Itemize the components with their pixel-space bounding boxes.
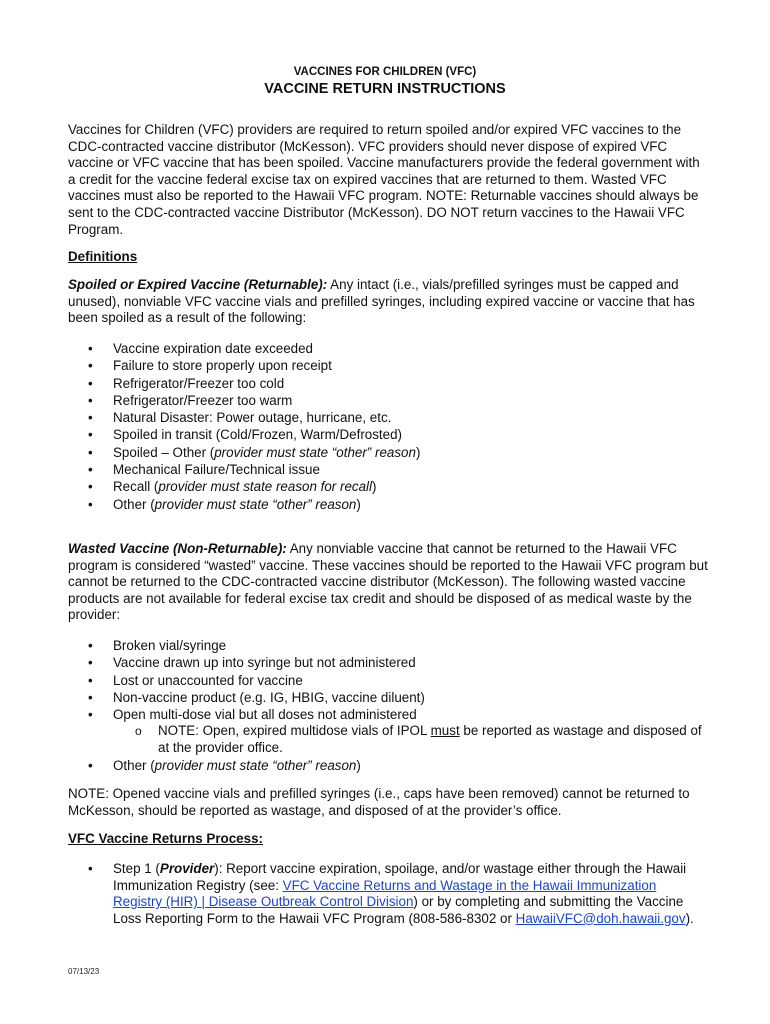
wasted-reasons-list: [68, 637, 708, 774]
ipol-note: [113, 723, 708, 756]
list-item-text: Recall (: [113, 479, 159, 495]
list-item-text: Non-vaccine product (e.g. IG, HBIG, vaccine diluent): [113, 689, 425, 705]
step1-role: Provider: [159, 861, 215, 876]
list-item-italic: provider must state “other” reason: [154, 496, 357, 512]
spoiled-text: Any intact (i.e., vials/prefilled syringes must be capped and unused), nonviable VFC vaccine vials and prefilled syringes, including expired vaccine or vaccine that has been spoiled as a result of the following:: [68, 277, 695, 326]
list-item: [68, 496, 708, 513]
list-item-suffix: ): [415, 444, 421, 460]
process-steps-list: [68, 861, 708, 927]
list-item: [68, 375, 708, 392]
spoiled-reasons-list: [68, 340, 708, 513]
list-item-text: Refrigerator/Freezer too warm: [113, 392, 293, 408]
list-item-text: Open multi-dose vial but all doses not administered: [113, 707, 417, 723]
intro-paragraph: Vaccines for Children (VFC) providers are required to return spoiled and/or expired VFC vaccines to the CDC-contracted vaccine distributor (McKesson). VFC providers should never dispose of expired VFC vaccine or VFC vaccine that has been spoiled. Vaccine manufacturers provide the federal government with a credit for the vaccine federal excise tax on expired vaccines that are returned to them. Wasted VFC vaccines must also be reported to the Hawaii VFC program. NOTE: Returnable vaccines should always be sent to the CDC-contracted vaccine Distributor (McKesson). DO NOT return vaccines to the Hawaii VFC Program.: [68, 122, 700, 237]
list-item: [68, 392, 708, 409]
list-item-text: Natural Disaster: Power outage, hurricane, etc.: [113, 410, 392, 426]
list-item-text: Other (: [113, 757, 155, 773]
list-item-suffix: ): [372, 479, 377, 495]
list-item: [68, 340, 708, 357]
wasted-text: Any nonviable vaccine that cannot be returned to the Hawaii VFC program is considered “wasted” vaccine. These vaccines should be reported to the Hawaii VFC program but cannot be returned to the CDC-contracted vaccine distributor (McKesson). The following wasted vaccine products are not available for federal excise tax credit and should be disposed of as medical waste by the provider:: [68, 541, 708, 623]
ipol-note-text-cont: be reported as wastage and disposed of at the provider office.: [158, 723, 702, 756]
footer-date: 07/13/23: [68, 967, 100, 976]
list-item: [68, 461, 708, 478]
ipol-note-emphasis: must: [430, 723, 460, 739]
program-name: VACCINES FOR CHILDREN (VFC): [293, 66, 477, 78]
list-item: [68, 444, 708, 461]
list-item: [68, 426, 708, 443]
process-step-1: [68, 861, 708, 927]
list-item: [68, 409, 708, 426]
step1-prefix: Step 1 (: [113, 861, 160, 876]
list-item: [68, 689, 708, 706]
list-item: [68, 654, 708, 671]
wasted-definition: [68, 541, 708, 624]
list-item-text: Spoiled in transit (Cold/Frozen, Warm/Defrosted): [113, 427, 402, 443]
list-item-text: Vaccine drawn up into syringe but not administered: [113, 655, 416, 671]
step1-text: ): Report vaccine expiration, spoilage, and/or wastage either through the Hawaii Immunization Registry (see:: [113, 861, 687, 893]
list-item-text: Mechanical Failure/Technical issue: [113, 462, 320, 478]
list-item-suffix: ): [356, 496, 361, 512]
list-item-after: ): [356, 757, 361, 773]
step1-text-end: ).: [685, 910, 694, 926]
sub-list: [113, 723, 708, 756]
returns-note: NOTE: Opened vaccine vials and prefilled syringes (i.e., caps have been removed) cannot be returned to McKesson, should be reported as wastage, and disposed of at the provider’s office.: [68, 786, 690, 818]
list-item-italic: provider must state “other” reason: [154, 757, 357, 773]
ipol-note-text: NOTE: Open, expired multidose vials of IPOL: [158, 723, 431, 739]
list-item-text: Other (: [113, 496, 155, 512]
process-heading: VFC Vaccine Returns Process:: [68, 831, 263, 846]
step1-text-cont: ) or by completing and submitting the Vaccine Loss Reporting Form to the Hawaii VFC Program (808-586-8302 or: [113, 894, 684, 926]
list-item: [68, 672, 708, 689]
wasted-term: Wasted Vaccine (Non-Returnable):: [68, 541, 287, 556]
list-item-text: Spoiled – Other (: [113, 444, 215, 460]
spoiled-definition: [68, 277, 708, 327]
list-item-text: Broken vial/syringe: [113, 638, 227, 653]
spoiled-term: Spoiled or Expired Vaccine (Returnable):: [68, 277, 328, 292]
list-item-italic: provider must state reason for recall: [158, 479, 372, 495]
list-item-text: Vaccine expiration date exceeded: [113, 341, 314, 356]
list-item: [68, 478, 708, 495]
list-item-text: Refrigerator/Freezer too cold: [113, 375, 285, 391]
list-item: [68, 757, 708, 774]
list-item-text: Failure to store properly upon receipt: [113, 358, 332, 374]
list-item: [68, 706, 708, 756]
hawaii-vfc-email-link[interactable]: HawaiiVFC@doh.hawaii.gov: [515, 910, 686, 926]
page-title: VACCINE RETURN INSTRUCTIONS: [264, 81, 506, 97]
list-item: [68, 357, 708, 374]
list-item-text: Lost or unaccounted for vaccine: [113, 672, 303, 688]
hir-returns-link[interactable]: VFC Vaccine Returns and Wastage in the Hawaii Immunization Registry (HIR) | Disease Outbreak Control Division: [113, 877, 657, 910]
definitions-heading: Definitions: [68, 249, 138, 264]
list-item: [68, 637, 708, 654]
list-item-italic: provider must state “other” reason: [214, 444, 416, 460]
